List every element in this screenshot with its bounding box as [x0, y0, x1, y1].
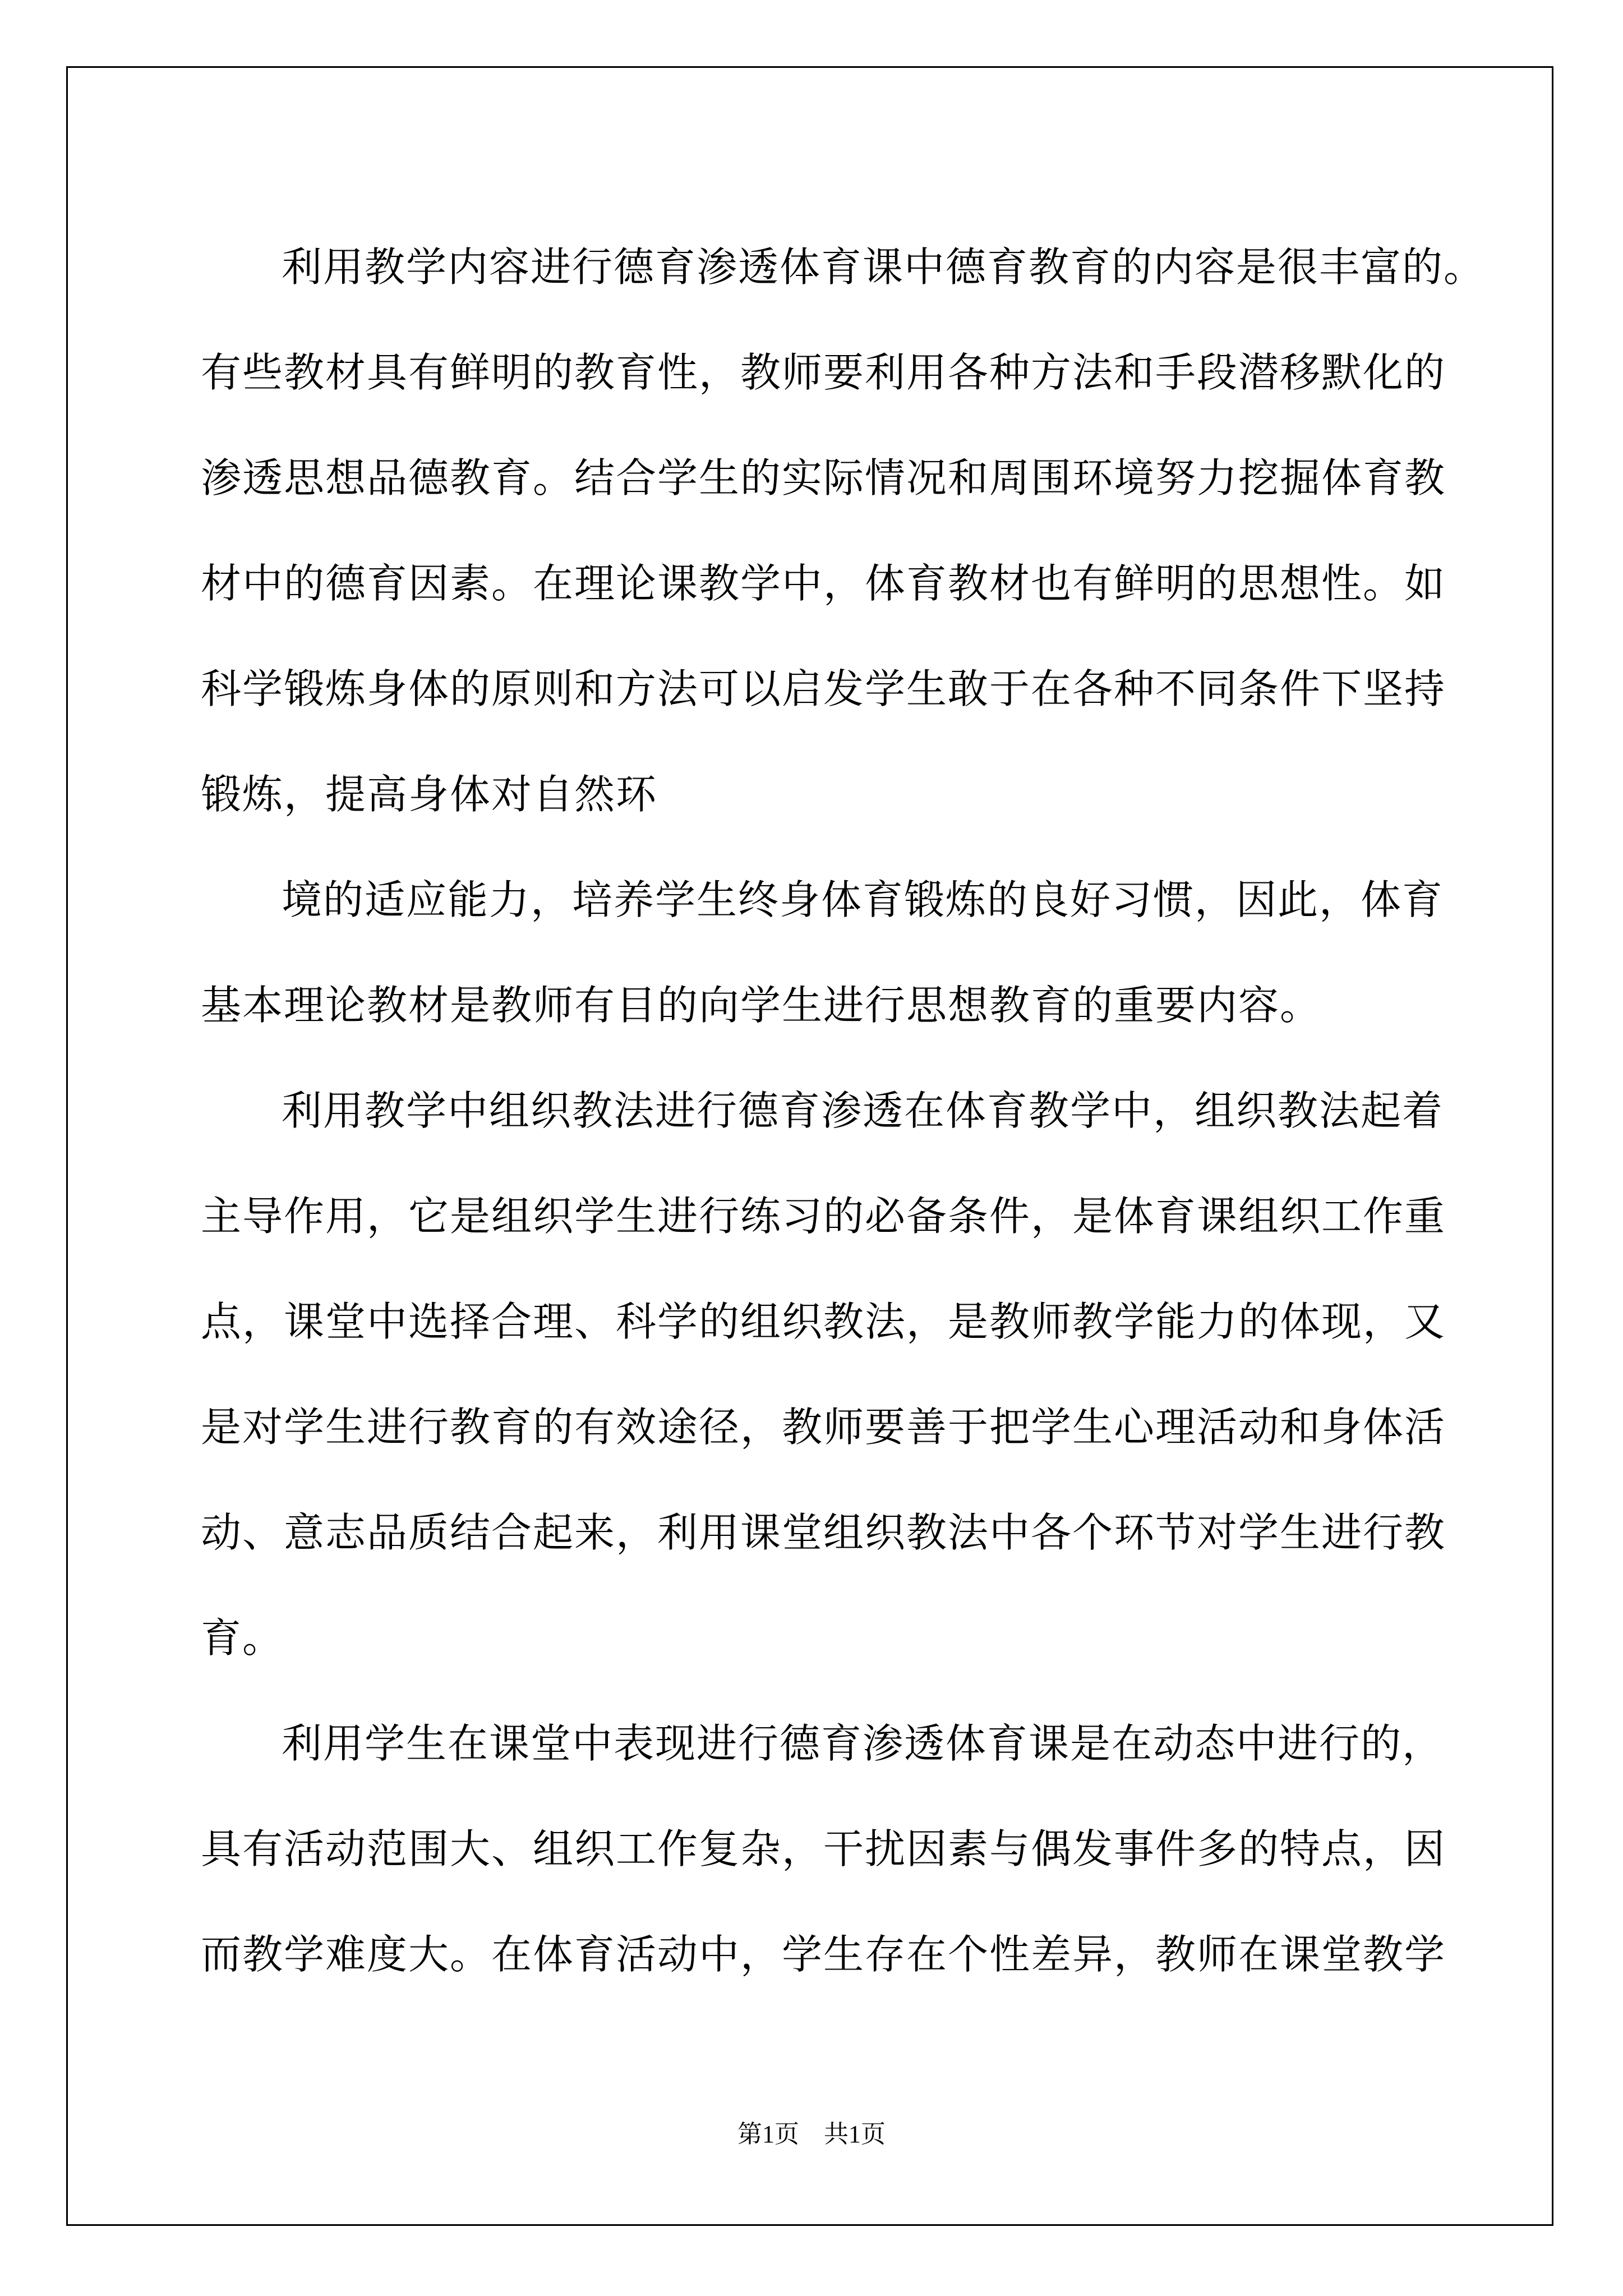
paragraph-2 [201, 847, 1444, 1058]
text-line: 有些教材具有鲜明的教育性，教师要利用各种方法和手段潜移默化的 [201, 349, 1446, 396]
text-line: 利用教学内容进行德育渗透体育课中德育教育的内容是很丰富的。 [282, 243, 1486, 291]
text-line: 利用教学中组织教法进行德育渗透在体育教学中，组织教法起着 [282, 1087, 1444, 1134]
text-line: 基本理论教材是教师有目的向学生进行思想教育的重要内容。 [201, 982, 1322, 1029]
text-line: 是对学生进行教育的有效途径，教师要善于把学生心理活动和身体活 [201, 1404, 1446, 1451]
text-line: 主导作用，它是组织学生进行练习的必备条件，是体育课组织工作重 [201, 1193, 1446, 1240]
text-line: 渗透思想品德教育。结合学生的实际情况和周围环境努力挖掘体育教 [201, 454, 1446, 501]
text-line: 点，课堂中选择合理、科学的组织教法，是教师教学能力的体现，又 [201, 1298, 1446, 1345]
paragraph-1 [201, 214, 1486, 847]
paragraph-4 [201, 1691, 1446, 2007]
text-line: 材中的德育因素。在理论课教学中，体育教材也有鲜明的思想性。如 [201, 560, 1446, 607]
text-line: 动、意志品质结合起来，利用课堂组织教法中各个环节对学生进行教 [201, 1509, 1446, 1556]
paragraph-3 [201, 1058, 1446, 1691]
page-number: 第1页 共1页 [737, 2120, 886, 2148]
text-line: 锻炼，提高身体对自然环 [201, 771, 658, 818]
document-body [201, 214, 1486, 2007]
text-line: 科学锻炼身体的原则和方法可以启发学生敢于在各种不同条件下坚持 [201, 665, 1446, 712]
text-line: 育。 [201, 1614, 284, 1662]
text-line: 利用学生在课堂中表现进行德育渗透体育课是在动态中进行的， [282, 1720, 1444, 1767]
text-line: 而教学难度大。在体育活动中，学生存在个性差异，教师在课堂教学 [201, 1931, 1446, 1978]
text-line: 具有活动范围大、组织工作复杂，干扰因素与偶发事件多的特点，因 [201, 1825, 1446, 1872]
text-line: 境的适应能力，培养学生终身体育锻炼的良好习惯，因此，体育 [282, 876, 1444, 923]
